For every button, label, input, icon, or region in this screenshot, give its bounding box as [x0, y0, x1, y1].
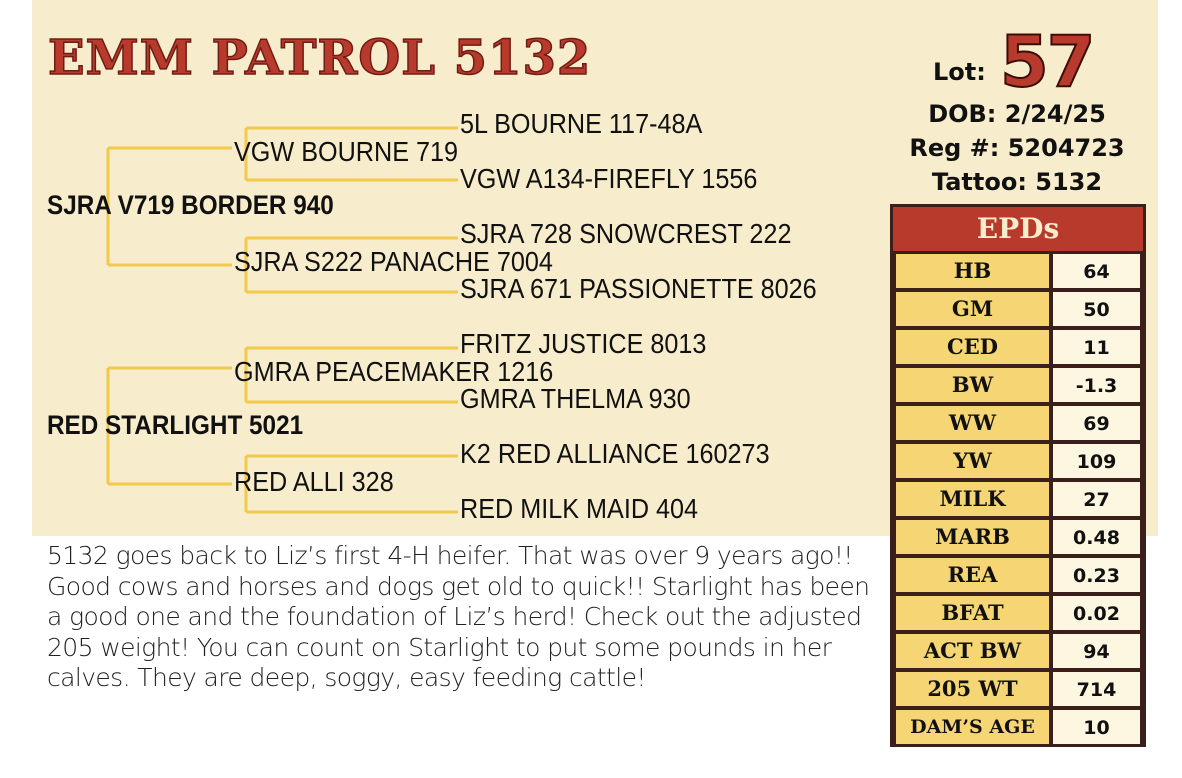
epd-row: [893, 406, 1143, 440]
pedigree-dam-sire-dam: GMRA THELMA 930: [460, 383, 691, 414]
registration-number: Reg #: 5204723: [909, 134, 1125, 162]
epd-label: MILK: [896, 482, 1049, 516]
epd-row: [893, 482, 1143, 516]
pedigree-dam-dam-dam: RED MILK MAID 404: [460, 493, 699, 524]
epd-header: EPDs: [893, 207, 1143, 251]
description: 5132 goes back to Liz’s first 4-H heifer. That was over 9 years ago!! Good cows and horses and dogs get old to quick!! Starlight has been a good one and the foundation of Liz’s herd! Check out the adjusted 205 weight! You can count on Starlight to put some pounds in her calves. They are deep, soggy, easy feeding cattle!: [47, 541, 870, 692]
epd-row: [893, 444, 1143, 478]
epd-value: 0.02: [1053, 596, 1140, 630]
epd-label: HB: [896, 254, 1049, 288]
pedigree-dam: RED STARLIGHT 5021: [47, 410, 304, 440]
epd-value: 64: [1053, 254, 1140, 288]
epd-value: 109: [1053, 444, 1140, 478]
dob: DOB: 2/24/25: [928, 100, 1106, 128]
pedigree-sire: SJRA V719 BORDER 940: [47, 190, 334, 220]
pedigree-sire-dam-dam: SJRA 671 PASSIONETTE 8026: [460, 273, 817, 304]
epd-label: GM: [896, 292, 1049, 326]
epd-value: 27: [1053, 482, 1140, 516]
epd-row: [893, 634, 1143, 668]
epd-row: [893, 292, 1143, 326]
pedigree-sire-sire: VGW BOURNE 719: [234, 136, 459, 167]
epd-label: YW: [896, 444, 1049, 478]
epd-table: [890, 204, 1146, 747]
epd-value: 10: [1053, 710, 1140, 744]
pedigree-dam-dam-sire: K2 RED ALLIANCE 160273: [460, 438, 770, 469]
epd-row: [893, 368, 1143, 402]
epd-label: BFAT: [896, 596, 1049, 630]
lot-label: Lot:: [933, 58, 986, 86]
epd-value: 0.48: [1053, 520, 1140, 554]
epd-value: 714: [1053, 672, 1140, 706]
epd-label: CED: [896, 330, 1049, 364]
pedigree-sire-dam-sire: SJRA 728 SNOWCREST 222: [460, 218, 792, 249]
epd-value: 94: [1053, 634, 1140, 668]
epd-row: [893, 330, 1143, 364]
epd-label: ACT BW: [896, 634, 1049, 668]
epd-row: [893, 672, 1143, 706]
epd-value: 11: [1053, 330, 1140, 364]
epd-value: 50: [1053, 292, 1140, 326]
pedigree-dam-sire-sire: FRITZ JUSTICE 8013: [460, 328, 707, 359]
lot-number: 57: [1000, 21, 1094, 103]
pedigree-sire-sire-sire: 5L BOURNE 117-48A: [460, 108, 703, 139]
epd-row: [893, 254, 1143, 288]
pedigree-sire-sire-dam: VGW A134-FIREFLY 1556: [460, 163, 758, 194]
epd-value: 69: [1053, 406, 1140, 440]
epd-row: [893, 710, 1143, 744]
pedigree-dam-dam: RED ALLI 328: [234, 466, 394, 497]
pedigree-sire-dam: SJRA S222 PANACHE 7004: [234, 246, 553, 277]
epd-label: BW: [896, 368, 1049, 402]
epd-row: [893, 558, 1143, 592]
epd-label: MARB: [896, 520, 1049, 554]
epd-row: [893, 596, 1143, 630]
epd-label: DAM’S AGE: [896, 710, 1049, 744]
page-title: EMM PATROL 5132: [48, 30, 592, 86]
pedigree-dam-sire: GMRA PEACEMAKER 1216: [234, 356, 554, 387]
epd-value: -1.3: [1053, 368, 1140, 402]
epd-label: REA: [896, 558, 1049, 592]
epd-value: 0.23: [1053, 558, 1140, 592]
tattoo: Tattoo: 5132: [931, 168, 1103, 196]
epd-label: WW: [896, 406, 1049, 440]
epd-label: 205 WT: [896, 672, 1049, 706]
epd-row: [893, 520, 1143, 554]
